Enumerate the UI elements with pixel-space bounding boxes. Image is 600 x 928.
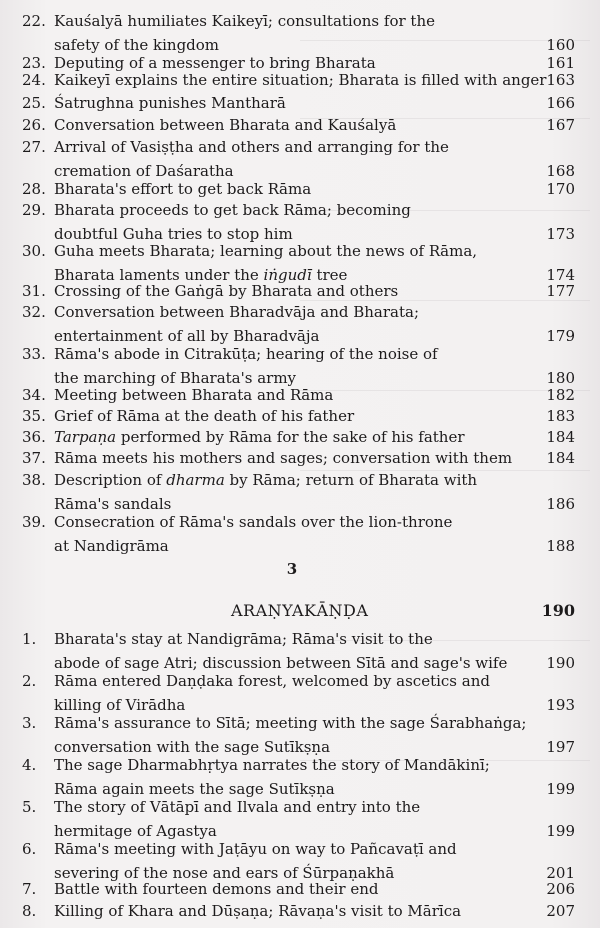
entry-title: Crossing of the Gaṅgā by Bharata and others [54,282,399,300]
entry-page-number: 167 [546,116,575,134]
entry-number: 1. [22,630,37,648]
entry-page-number: 179 [546,327,575,345]
entry-title: Conversation between Bharadvāja and Bharata; entertainment of all by Bharadvāja [54,303,420,345]
entry-page-number: 197 [546,738,575,756]
part-number: 3 [286,560,298,578]
entry-page-number: 186 [546,495,575,513]
entry-number: 33. [22,345,46,363]
entry-title: Bharata proceeds to get back Rāma; becoming doubtful Guha tries to stop him [54,201,411,243]
entry-number: 6. [22,840,37,858]
entry-number: 22. [22,12,46,30]
entry-page-number: 184 [546,449,575,467]
entry-page-number: 184 [546,428,575,446]
entry-page-number: 199 [546,822,575,840]
entry-number: 36. [22,428,46,446]
entry-title: Kaikeyī explains the entire situation; Bharata is filled with anger [54,71,547,89]
entry-page-number: 180 [546,369,575,387]
entry-page-number: 166 [546,94,575,112]
entry-title: Rāma entered Daṇḍaka forest, welcomed by ascetics and killing of Virādha [54,672,490,714]
entry-title: Arrival of Vasiṣṭha and others and arranging for the cremation of Daśaratha [54,138,449,180]
entry-title: Consecration of Rāma's sandals over the lion-throne at Nandigrāma [54,513,453,555]
entry-number: 24. [22,71,46,89]
entry-title: Kauśalyā humiliates Kaikeyī; consultations for the safety of the kingdom [54,12,435,54]
entry-page-number: 168 [546,162,575,180]
entry-title: Deputing of a messenger to bring Bharata [54,54,376,72]
entry-page-number: 163 [546,71,575,89]
entry-number: 29. [22,201,46,219]
entry-number: 7. [22,880,37,898]
entry-number: 31. [22,282,46,300]
entry-page-number: 177 [546,282,575,300]
entry-page-number: 174 [546,266,575,284]
section-page-number: 190 [541,601,575,620]
entry-title: Conversation between Bharata and Kauśalyā [54,116,397,134]
entry-number: 3. [22,714,37,732]
entry-page-number: 190 [546,654,575,672]
entry-number: 28. [22,180,46,198]
entry-page-number: 207 [546,902,575,920]
entry-number: 4. [22,756,37,774]
entry-number: 35. [22,407,46,425]
entry-number: 30. [22,242,46,260]
entry-title: Grief of Rāma at the death of his father [54,407,355,425]
section-title: ARAṆYAKĀṆḌA [231,601,369,620]
entry-title: Bharata's stay at Nandigrāma; Rāma's visit to the abode of sage Atri; discussion between Sītā and sage's wife [54,630,508,672]
entry-number: 38. [22,471,46,489]
entry-title: Rāma's meeting with Jaṭāyu on way to Pañcavaṭī and severing of the nose and ears of Śūrpaṇakhā [54,840,457,882]
entry-page-number: 206 [546,880,575,898]
entry-number: 32. [22,303,46,321]
entry-title: Tarpaṇa performed by Rāma for the sake of his father [54,428,465,446]
entry-title: The sage Dharmabhṛtya narrates the story of Mandākinī; Rāma again meets the sage Sutīkṣṇa [54,756,490,798]
entry-page-number: 160 [546,36,575,54]
entry-number: 8. [22,902,37,920]
entry-title: Killing of Khara and Dūṣaṇa; Rāvaṇa's visit to Mārīca [54,902,462,920]
entry-page-number: 201 [546,864,575,882]
entry-title: Rāma's assurance to Sītā; meeting with the sage Śarabhaṅga; conversation with the sage Sutīkṣṇa [54,714,527,756]
entry-page-number: 161 [546,54,575,72]
entry-title: Description of dharma by Rāma; return of Bharata with Rāma's sandals [54,471,478,513]
entry-number: 23. [22,54,46,72]
entry-page-number: 173 [546,225,575,243]
entry-page-number: 170 [546,180,575,198]
entry-title: Bharata's effort to get back Rāma [54,180,312,198]
entry-page-number: 183 [546,407,575,425]
entry-page-number: 199 [546,780,575,798]
entry-number: 5. [22,798,37,816]
entry-number: 37. [22,449,46,467]
entry-page-number: 193 [546,696,575,714]
entry-title: Rāma's abode in Citrakūṭa; hearing of the noise of the marching of Bharata's army [54,345,438,387]
entry-title: Rāma meets his mothers and sages; conversation with them [54,449,513,467]
entry-title: Battle with fourteen demons and their end [54,880,379,898]
entry-number: 34. [22,386,46,404]
entry-number: 26. [22,116,46,134]
entry-page-number: 182 [546,386,575,404]
entry-page-number: 188 [546,537,575,555]
entry-title: Meeting between Bharata and Rāma [54,386,334,404]
entry-title: The story of Vātāpī and Ilvala and entry into the hermitage of Agastya [54,798,421,840]
entry-number: 25. [22,94,46,112]
entry-number: 39. [22,513,46,531]
entry-number: 2. [22,672,37,690]
entry-number: 27. [22,138,46,156]
entry-title: Guha meets Bharata; learning about the news of Rāma, Bharata laments under the iṅgudī tree [54,242,478,284]
entry-title: Śatrughna punishes Mantharā [54,94,286,112]
